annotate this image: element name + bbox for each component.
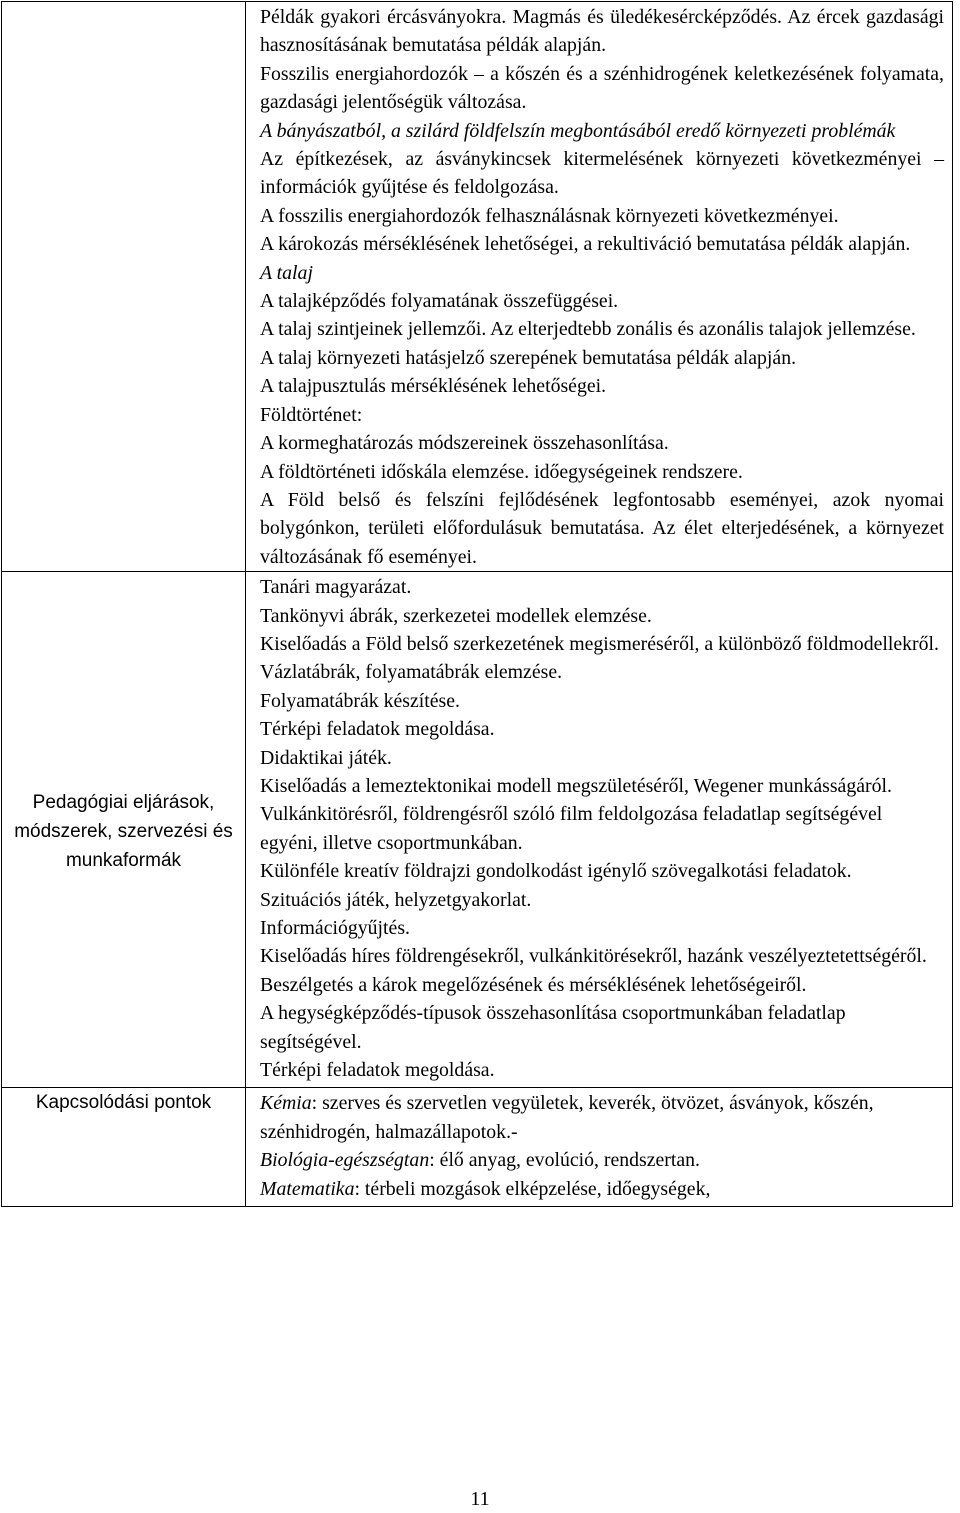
subject-name: Matematika: [260, 1177, 355, 1200]
text-line: Az építkezések, az ásványkincsek kitermelésének környezeti következményei – információk gyűjtése és feldolgozása.: [260, 148, 944, 199]
text-line: A földtörténeti időskála elemzése. időegységeinek rendszere.: [260, 460, 743, 483]
text-line: Példák gyakori ércásványokra. Magmás és üledékesércképződés. Az ércek gazdasági hasznosításának bemutatása példák alapján.: [260, 6, 944, 57]
text-line: Kiselőadás híres földrengésekről, vulkánkitörésekről, hazánk veszélyeztetettségéről.: [260, 945, 927, 968]
row-label-connections: Kapcsolódási pontok: [2, 1088, 246, 1207]
content-cell: [246, 572, 953, 1088]
text-line: A talaj környezeti hatásjelző szerepének bemutatása példák alapján.: [260, 346, 797, 369]
link-line-biology: [260, 1146, 944, 1174]
text-line: A talaj szintjeinek jellemzői. Az elterjedtebb zonális és azonális talajok jellemzése.: [260, 318, 916, 341]
table-row: [2, 572, 953, 1088]
text-line: Vulkánkitörésről, földrengésről szóló film feldolgozása feladatlap segítségével egyéni, illetve csoportmunkában.: [260, 803, 883, 854]
subject-name: Biológia-egészségtan: [260, 1149, 430, 1172]
text-line: Szituációs játék, helyzetgyakorlat.: [260, 888, 532, 911]
text-line: Kiselőadás a Föld belső szerkezetének megismeréséről, a különböző földmodellekről.: [260, 632, 939, 655]
section-heading: Földtörténet:: [260, 403, 363, 426]
text-line: Didaktikai játék.: [260, 746, 392, 769]
row-label-methods: Pedagógiai eljárások, módszerek, szervezési és munkaformák: [2, 572, 246, 1088]
text-line: A talajképződés folyamatának összefüggései.: [260, 290, 619, 313]
section-heading: A talaj: [260, 261, 313, 284]
text-line: A talajpusztulás mérséklésének lehetőségei.: [260, 375, 607, 398]
text-line: Beszélgetés a károk megelőzésének és mérséklésének lehetőségeiről.: [260, 973, 807, 996]
text-line: A hegységképződés-típusok összehasonlítása csoportmunkában feladatlap segítségével.: [260, 1002, 846, 1053]
text-line: Különféle kreatív földrajzi gondolkodást igénylő szövegalkotási feladatok.: [260, 860, 852, 883]
section-heading: A bányászatból, a szilárd földfelszín megbontásából eredő környezeti problémák: [260, 119, 896, 142]
text-line: A fosszilis energiahordozók felhasználásnak környezeti következményei.: [260, 204, 839, 227]
subject-name: Kémia: [260, 1092, 312, 1115]
text-line: Térképi feladatok megoldása.: [260, 1059, 495, 1082]
subject-topics: : élő anyag, evolúció, rendszertan.: [429, 1149, 701, 1172]
table-row: [2, 1088, 953, 1207]
text-line: Tanári magyarázat.: [260, 576, 412, 599]
text-line: Tankönyvi ábrák, szerkezetei modellek elemzése.: [260, 604, 652, 627]
curriculum-table: [1, 1, 953, 1207]
content-cell: [246, 2, 953, 572]
text-line: Folyamatábrák készítése.: [260, 689, 460, 712]
text-line: Információgyűjtés.: [260, 917, 410, 939]
row-label-empty: [2, 2, 246, 572]
text-line: Vázlatábrák, folyamatábrák elemzése.: [260, 661, 563, 684]
subject-topics: : szerves és szervetlen vegyületek, keverék, ötvözet, ásványok, kőszén, szénhidrogén, halmazállapotok.-: [260, 1092, 874, 1143]
text-line: Kiselőadás a lemeztektonikai modell megszületéséről, Wegener munkásságáról.: [260, 774, 892, 797]
page-number: 11: [470, 1488, 490, 1510]
link-line-mathematics: [260, 1175, 944, 1203]
text-line: A károkozás mérséklésének lehetőségei, a rekultiváció bemutatása példák alapján.: [260, 233, 911, 256]
content-cell: [246, 1088, 953, 1207]
table-row: [2, 2, 953, 572]
text-line: A kormeghatározás módszereinek összehasonlítása.: [260, 432, 669, 455]
text-line: Fosszilis energiahordozók – a kőszén és a szénhidrogének keletkezésének folyamata, gazdasági jelentőségük változása.: [260, 62, 944, 114]
text-line: A Föld belső és felszíni fejlődésének legfontosabb eseményei, azok nyomai bolygónkon, területi előfordulásuk bemutatása. Az élet elterjedésének, a környezet változásának fő eseményei.: [260, 488, 944, 568]
subject-topics: : térbeli mozgások elképzelése, időegységek,: [354, 1177, 711, 1200]
text-line: Térképi feladatok megoldása.: [260, 718, 495, 741]
link-line-chemistry: [260, 1089, 944, 1146]
